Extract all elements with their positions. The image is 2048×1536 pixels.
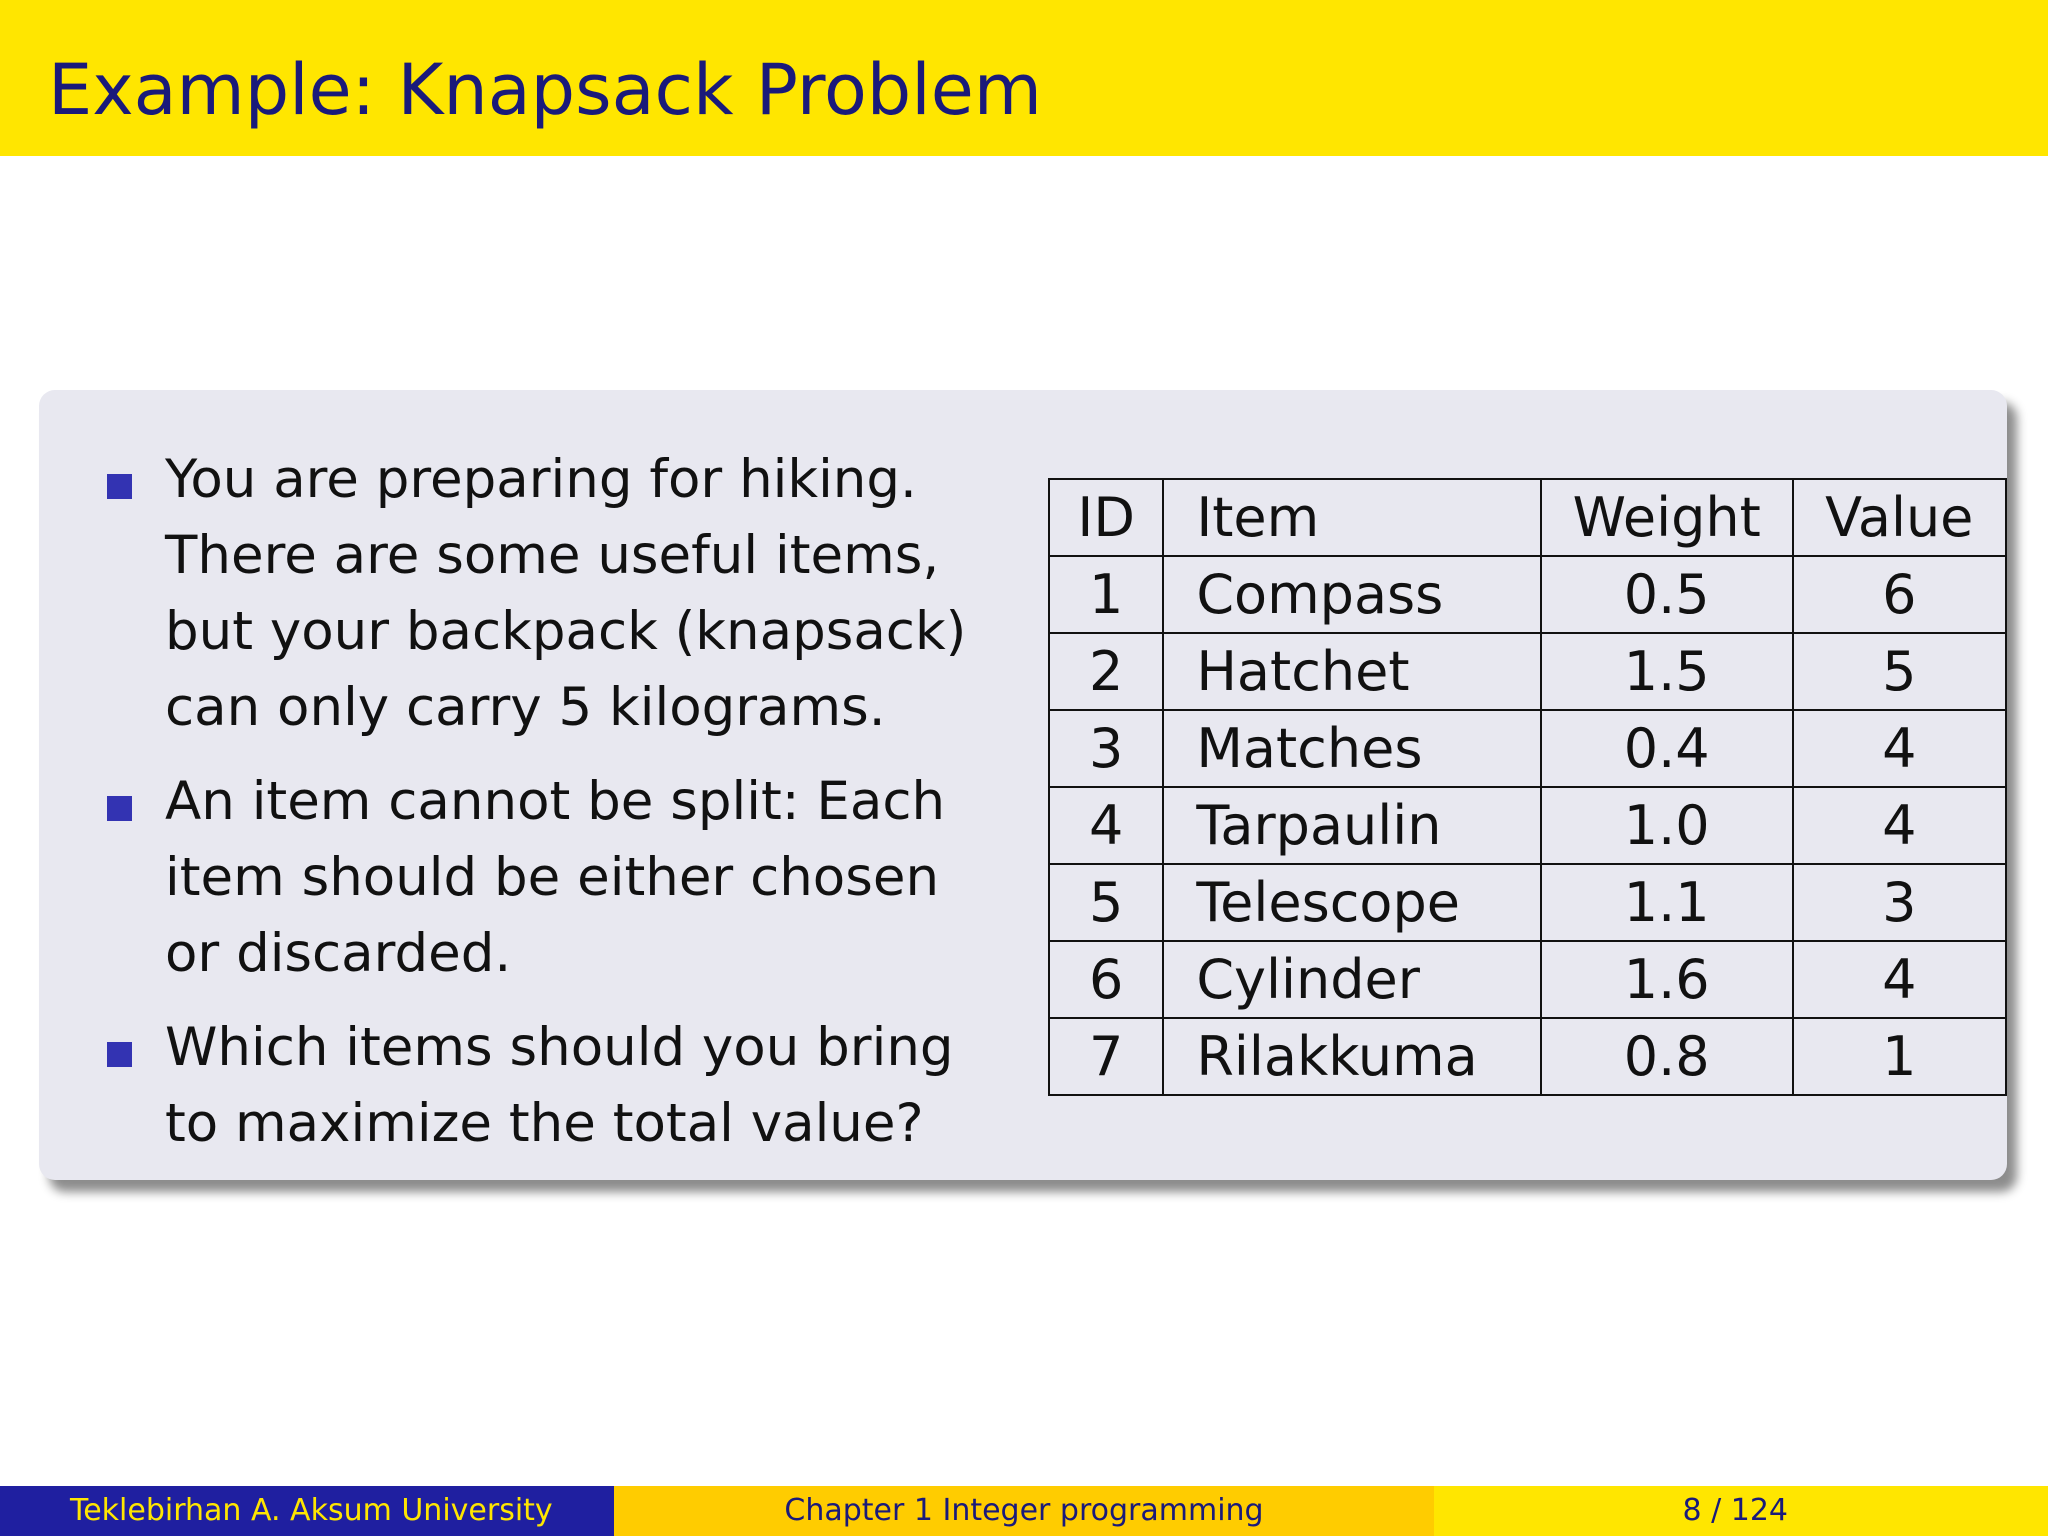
cell-weight: 1.1 <box>1541 864 1793 941</box>
footer-bar <box>0 1486 2048 1536</box>
table-row <box>1049 633 2006 710</box>
cell-weight: 0.8 <box>1541 1018 1793 1095</box>
title-bar <box>0 0 2048 156</box>
footer-chapter: Chapter 1 Integer programming <box>614 1486 1434 1536</box>
footer-author: Teklebirhan A. Aksum University <box>0 1486 614 1536</box>
table-row <box>1049 941 2006 1018</box>
bullet-square-icon <box>107 796 132 821</box>
cell-value: 3 <box>1793 864 2006 941</box>
cell-value: 6 <box>1793 556 2006 633</box>
header-value: Value <box>1793 479 2006 556</box>
header-id: ID <box>1049 479 1163 556</box>
cell-item: Telescope <box>1163 864 1541 941</box>
cell-weight: 0.5 <box>1541 556 1793 633</box>
bullet-text: You are preparing for hiking. There are some useful items, but your backpack (knapsack) can only carry 5 kilograms. <box>165 449 967 738</box>
footer-page-number: 8 / 124 <box>1434 1486 2048 1536</box>
cell-id: 2 <box>1049 633 1163 710</box>
cell-weight: 1.0 <box>1541 787 1793 864</box>
cell-id: 7 <box>1049 1018 1163 1095</box>
cell-id: 6 <box>1049 941 1163 1018</box>
cell-item: Tarpaulin <box>1163 787 1541 864</box>
cell-weight: 1.6 <box>1541 941 1793 1018</box>
items-table <box>1048 478 2007 1096</box>
table-row <box>1049 710 2006 787</box>
cell-item: Compass <box>1163 556 1541 633</box>
cell-id: 5 <box>1049 864 1163 941</box>
bullet-text: An item cannot be split: Each item should be either chosen or discarded. <box>165 771 946 984</box>
bullet-square-icon <box>107 1042 132 1067</box>
cell-value: 1 <box>1793 1018 2006 1095</box>
cell-id: 4 <box>1049 787 1163 864</box>
cell-value: 4 <box>1793 941 2006 1018</box>
cell-item: Rilakkuma <box>1163 1018 1541 1095</box>
cell-weight: 1.5 <box>1541 633 1793 710</box>
cell-id: 3 <box>1049 710 1163 787</box>
table-row <box>1049 556 2006 633</box>
cell-value: 4 <box>1793 787 2006 864</box>
cell-item: Hatchet <box>1163 633 1541 710</box>
cell-value: 5 <box>1793 633 2006 710</box>
header-item: Item <box>1163 479 1541 556</box>
cell-id: 1 <box>1049 556 1163 633</box>
table-header-row <box>1049 479 2006 556</box>
cell-item: Cylinder <box>1163 941 1541 1018</box>
cell-value: 4 <box>1793 710 2006 787</box>
cell-weight: 0.4 <box>1541 710 1793 787</box>
content-block <box>39 390 2007 1180</box>
header-weight: Weight <box>1541 479 1793 556</box>
bullet-square-icon <box>107 474 132 499</box>
slide-title: Example: Knapsack Problem <box>48 49 1042 131</box>
table-row <box>1049 787 2006 864</box>
cell-item: Matches <box>1163 710 1541 787</box>
bullet-text: Which items should you bring to maximize the total value? <box>165 1017 954 1154</box>
table-row <box>1049 1018 2006 1095</box>
table-row <box>1049 864 2006 941</box>
